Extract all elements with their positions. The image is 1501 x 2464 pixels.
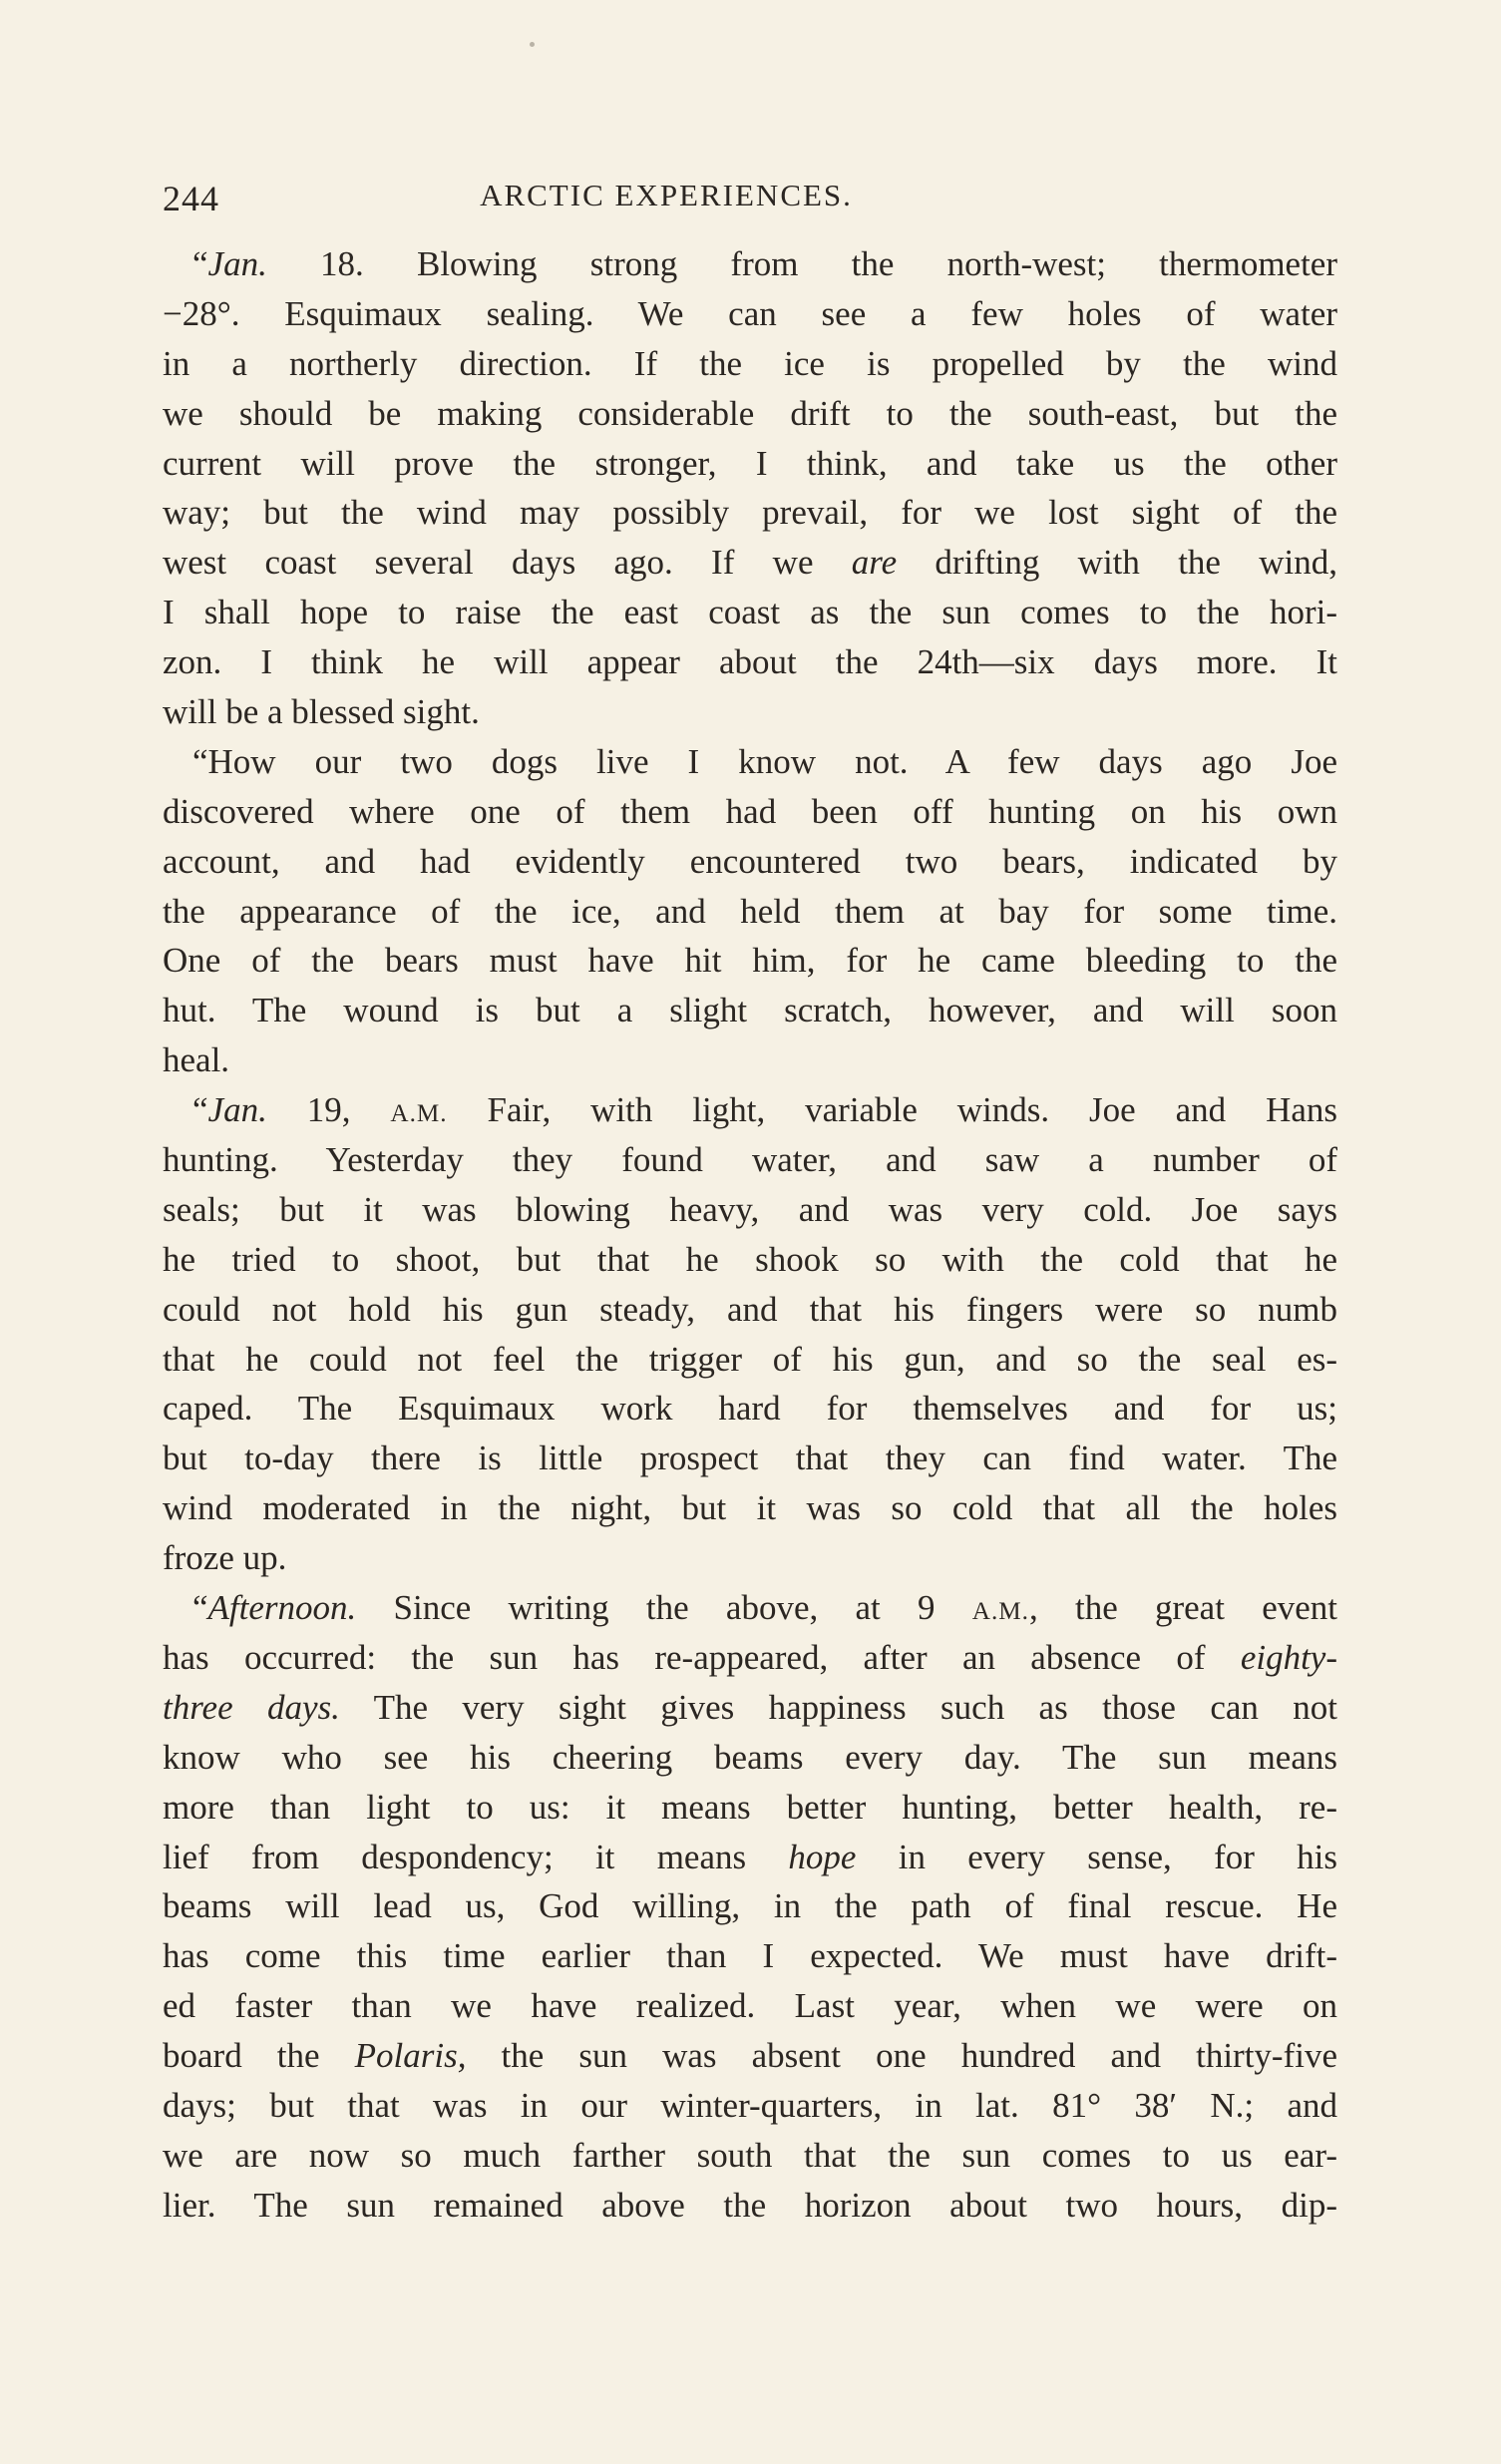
text-run: hunting. Yesterday they found water, and saw a number of: [163, 1140, 1337, 1180]
text-run: lief from despondency; it means: [163, 1837, 789, 1876]
text-run: , the great event: [1028, 1588, 1337, 1628]
text-run: we are now so much farther south that the sun comes to us ear-: [163, 2135, 1337, 2175]
text-line: [163, 488, 1337, 538]
text-line: [163, 2131, 1337, 2181]
text-line: [163, 1085, 1337, 1135]
text-run: −28°. Esquimaux sealing. We can see a few holes of water: [163, 293, 1337, 333]
text-line: [163, 2181, 1337, 2231]
text-line: [163, 2081, 1337, 2131]
text-run: has occurred: the sun has re-appeared, after an absence of: [163, 1637, 1241, 1677]
text-line: [163, 1881, 1337, 1931]
text-line: [163, 887, 1337, 937]
text-line: [163, 1683, 1337, 1733]
italic-text: Jan.: [207, 1090, 267, 1130]
text-run: account, and had evidently encountered two bears, indicated by: [163, 841, 1337, 881]
text-run: discovered where one of them had been off hunting on his own: [163, 791, 1337, 831]
text-line: [163, 837, 1337, 887]
text-line: [163, 1483, 1337, 1533]
text-line: [163, 289, 1337, 339]
text-run: the appearance of the ice, and held them at bay for some time.: [163, 891, 1337, 931]
text-line: [163, 1783, 1337, 1833]
text-run: days; but that was in our winter-quarters, in lat. 81° 38′ N.; and: [163, 2085, 1337, 2125]
text-line: [163, 787, 1337, 837]
text-run: the sun was absent one hundred and thirty-five: [466, 2036, 1337, 2076]
italic-text: eighty-: [1240, 1637, 1337, 1677]
italic-text: three days.: [163, 1687, 340, 1727]
text-run: seals; but it was blowing heavy, and was very cold. Joe says: [163, 1189, 1337, 1229]
text-line: [163, 1035, 1337, 1085]
text-line: [163, 637, 1337, 687]
text-run: “: [192, 244, 208, 283]
running-head: ARCTIC EXPERIENCES.: [480, 178, 853, 212]
text-run: The very sight gives happiness such as those can not: [339, 1687, 1337, 1727]
text-run: could not hold his gun steady, and that his fingers were so numb: [163, 1289, 1337, 1329]
text-run: wind moderated in the night, but it was so cold that all the holes: [163, 1488, 1337, 1528]
text-run: board the: [163, 2036, 355, 2076]
text-line: [163, 737, 1337, 787]
text-line: [163, 2031, 1337, 2081]
text-run: “: [192, 1090, 208, 1130]
text-run: “: [192, 1588, 208, 1628]
text-run: west coast several days ago. If we: [163, 543, 852, 583]
italic-text: Jan.: [207, 244, 267, 283]
text-run: has come this time earlier than I expected. We must have drift-: [163, 1936, 1337, 1976]
text-line: [163, 1285, 1337, 1335]
text-run: 19,: [266, 1090, 391, 1130]
text-line: [163, 1135, 1337, 1185]
text-run: beams will lead us, God willing, in the path of final rescue. He: [163, 1886, 1337, 1926]
text-line: [163, 986, 1337, 1035]
text-line: [163, 1981, 1337, 2031]
text-line: [163, 538, 1337, 588]
text-run: know who see his cheering beams every day. The sun means: [163, 1737, 1337, 1777]
text-run: drifting with the wind,: [897, 543, 1337, 583]
text-line: [163, 389, 1337, 439]
page-number: 244: [163, 179, 219, 218]
text-run: heal.: [163, 1040, 230, 1080]
ink-speck: [530, 42, 535, 47]
text-line: [163, 439, 1337, 489]
text-run: ed faster than we have realized. Last year, when we were on: [163, 1986, 1337, 2026]
body-text: [163, 239, 1337, 2231]
text-line: [163, 687, 1337, 737]
text-run: but to-day there is little prospect that they can find water. The: [163, 1438, 1337, 1478]
text-run: 18. Blowing strong from the north-west; thermometer: [266, 244, 1337, 283]
text-run: One of the bears must have hit him, for he came bleeding to the: [163, 941, 1337, 981]
text-run: in a northerly direction. If the ice is propelled by the wind: [163, 343, 1337, 383]
italic-text: Polaris,: [354, 2036, 467, 2076]
text-line: [163, 1833, 1337, 1882]
text-line: [163, 588, 1337, 637]
text-line: [163, 339, 1337, 389]
italic-text: Afternoon.: [207, 1588, 357, 1628]
text-run: I shall hope to raise the east coast as the sun comes to the hori-: [163, 593, 1337, 632]
page-header: [163, 178, 1334, 227]
italic-text: are: [851, 543, 898, 583]
small-caps-text: A.M.: [390, 1100, 448, 1128]
text-line: [163, 1533, 1337, 1583]
text-run: current will prove the stronger, I think, and take us the other: [163, 443, 1337, 483]
small-caps-text: A.M.: [971, 1598, 1029, 1626]
text-run: that he could not feel the trigger of his gun, and so the seal es-: [163, 1339, 1337, 1379]
text-line: [163, 1931, 1337, 1981]
italic-text: hope: [788, 1837, 857, 1876]
text-run: hut. The wound is but a slight scratch, however, and will soon: [163, 991, 1337, 1030]
text-line: [163, 1583, 1337, 1633]
text-run: will be a blessed sight.: [163, 692, 480, 732]
text-line: [163, 1185, 1337, 1235]
text-run: Fair, with light, variable winds. Joe and Hans: [447, 1090, 1337, 1130]
text-run: froze up.: [163, 1538, 287, 1578]
text-run: lier. The sun remained above the horizon about two hours, dip-: [163, 2185, 1337, 2225]
text-run: in every sense, for his: [856, 1837, 1337, 1876]
text-run: Since writing the above, at 9: [356, 1588, 972, 1628]
text-line: [163, 1633, 1337, 1683]
text-line: [163, 1434, 1337, 1483]
text-line: [163, 936, 1337, 986]
text-line: [163, 1733, 1337, 1783]
text-run: zon. I think he will appear about the 24th—six days more. It: [163, 642, 1337, 682]
text-line: [163, 239, 1337, 289]
text-line: [163, 1384, 1337, 1434]
text-run: we should be making considerable drift to the south-east, but the: [163, 393, 1337, 433]
text-line: [163, 1235, 1337, 1285]
text-run: “How our two dogs live I know not. A few days ago Joe: [192, 741, 1337, 781]
text-line: [163, 1335, 1337, 1385]
text-run: he tried to shoot, but that he shook so with the cold that he: [163, 1239, 1337, 1279]
text-run: more than light to us: it means better hunting, better health, re-: [163, 1787, 1337, 1827]
text-run: caped. The Esquimaux work hard for themselves and for us;: [163, 1389, 1337, 1429]
text-run: way; but the wind may possibly prevail, for we lost sight of the: [163, 493, 1337, 533]
